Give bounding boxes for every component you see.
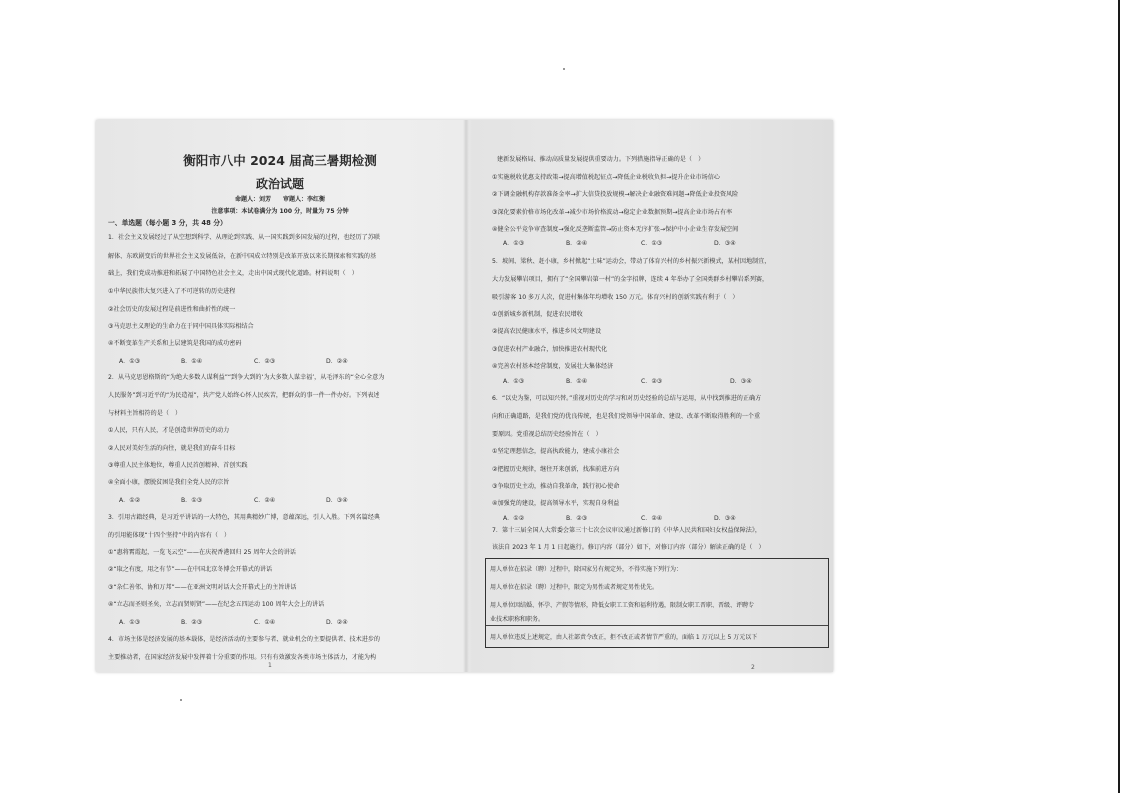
question-3-line: 的引用能体现“十四个坚持”中的内容有（ ） bbox=[108, 532, 231, 539]
scan-speck bbox=[180, 699, 182, 701]
table-row: 用人单位违反上述规定，由人社部责令改正，拒不改正或者情节严重的，面临 1 万元以上 5 万元以下 bbox=[490, 634, 758, 641]
option-d: D．③④ bbox=[714, 240, 736, 247]
question-4-line: 4．市场主体是经济发展的基本载体，是经济活动的主要参与者、就业机会的主要提供者、技术进步的 bbox=[108, 636, 381, 643]
exam-authors: 命题人：刘芳 审题人：李红衡 bbox=[234, 196, 325, 203]
question-7-line: 7．第十三届全国人大常委会第三十七次会议审议通过新修订的《中华人民共和国妇女权益保障法》， bbox=[492, 527, 761, 534]
table-row: 用人单位在招录（聘）过程中，除国家另有规定外，不得实施下列行为： bbox=[490, 566, 683, 573]
question-2-line: 人民服务”到习近平的“为民造福”，共产党人始终心怀人民疾苦，把群众的事一件一件办好。下列表述 bbox=[108, 392, 380, 399]
option-a: A．①③ bbox=[119, 358, 141, 365]
question-7-line: 该法自 2023 年 1 月 1 日起施行。修订内容（部分）如下，对修订内容（部分）解读正确的是（ ） bbox=[492, 544, 765, 551]
question-5-item: ③促进农村产业融合，加快推进农村现代化 bbox=[492, 346, 608, 353]
question-1-line: 1．社会主义发展经过了从空想到科学、从理论到实践、从一国实践到多国发展的过程，也经历了苏联 bbox=[108, 234, 381, 241]
question-1-item: ④不断变革生产关系和上层建筑是我国的成功密码 bbox=[108, 340, 242, 347]
question-6-item: ③争取历史主动，推动自我革命，践行初心使命 bbox=[492, 483, 620, 490]
table-row: 用人单位在招录（聘）过程中，限定为男性或者规定男性优先。 bbox=[490, 584, 659, 591]
option-a: A．①③ bbox=[503, 378, 525, 385]
question-4-continued: 建新发展格局、推动高质量发展提供重要动力。下列措施指导正确的是（ ） bbox=[497, 156, 705, 163]
option-c: C．②④ bbox=[254, 497, 276, 504]
question-4-item: ③深化要素价格市场化改革→减少市场价格波动→稳定企业数据预期→提高企业市场占有率 bbox=[492, 209, 733, 216]
option-b: B．①④ bbox=[181, 358, 203, 365]
page-edge-line bbox=[1118, 0, 1120, 793]
exam-title: 衡阳市八中 2024 届高三暑期检测 bbox=[183, 153, 377, 168]
option-d: D．②④ bbox=[326, 358, 348, 365]
option-c: C．②④ bbox=[641, 515, 663, 522]
left-page bbox=[96, 120, 464, 672]
option-c: C．②③ bbox=[641, 378, 663, 385]
right-page bbox=[468, 120, 833, 672]
option-b: B．①④ bbox=[566, 378, 588, 385]
exam-subject: 政治试题 bbox=[255, 177, 304, 191]
option-b: B．①③ bbox=[181, 497, 203, 504]
table-row: 用人单位因结婚、怀孕、产假等情形，降低女职工工资和福利待遇，限制女职工晋职、晋级、评聘专 bbox=[490, 602, 755, 609]
table-divider bbox=[486, 625, 828, 626]
question-5-item: ②提高农民健康水平，推进乡风文明建设 bbox=[492, 328, 602, 335]
option-d: D．③④ bbox=[730, 378, 752, 385]
page-number: 2 bbox=[751, 664, 755, 671]
scan-speck bbox=[563, 68, 565, 70]
question-5-line: 大力发展攀岩项目，拥有了“全国攀岩第一村”的金字招牌，连续 4 年举办了全国类群乡村攀岩系列赛， bbox=[492, 276, 769, 283]
option-b: B．②③ bbox=[181, 619, 203, 626]
option-b: B．②③ bbox=[566, 515, 588, 522]
question-2-item: ④全面小康，摆脱贫困是我们全党人民的宗旨 bbox=[108, 479, 230, 486]
revision-table bbox=[485, 558, 829, 648]
question-5-line: 吸引游客 10 多万人次，促进村集体年均增收 150 万元。体育兴村的创新实践有利于（ ） bbox=[492, 294, 739, 301]
question-2-item: ②人民对美好生活的向往，就是我们的奋斗目标 bbox=[108, 445, 236, 452]
question-3-item: ④“立志而圣则圣矣，立志而贤则贤”——在纪念五四运动 100 周年大会上的讲话 bbox=[108, 601, 325, 608]
question-5-line: 5．坡间、梁秋、赶小康，乡村掀起“土味”运动会，带动了体育兴村的乡村振兴新模式，某村因地制宜， bbox=[492, 258, 771, 265]
question-1-line: 解体、东欧剧变后的世界社会主义发展低谷，在新中国成立特别是改革开放以来长期探索和实践的基 bbox=[108, 253, 377, 260]
question-6-line: 向和正确道路，是我们党的优良传统，也是我们党领导中国革命、建设、改革不断取得胜利的一个重 bbox=[492, 413, 761, 420]
question-3-item: ③“杂仁善邻、协和万邦”——在亚洲文明对话大会开幕式上的主旨讲话 bbox=[108, 584, 297, 591]
option-d: D．②④ bbox=[326, 619, 348, 626]
question-1-item: ①中华民族伟大复兴进入了不可逆转的历史进程 bbox=[108, 288, 236, 295]
option-a: A．①② bbox=[119, 497, 141, 504]
question-5-item: ①创新城乡新机制，促进农民增收 bbox=[492, 311, 583, 318]
option-c: C．①③ bbox=[641, 240, 663, 247]
question-3-item: ①“惠将霄霞起，一览飞云空”——在庆祝香港回归 25 周年大会的讲话 bbox=[108, 549, 296, 556]
option-b: B．②④ bbox=[566, 240, 588, 247]
section-heading: 一、单选题（每小题 3 分，共 48 分） bbox=[108, 219, 227, 227]
option-a: A．①② bbox=[503, 515, 525, 522]
question-3-line: 3．引用古籍经典，是习近平讲话的一大特色，其用典精妙广博，意蕴深远，引人入胜。下列名篇经典 bbox=[108, 514, 381, 521]
scanned-exam-sheet bbox=[96, 120, 833, 672]
question-2-item: ①人民，只有人民，才是创造世界历史的动力 bbox=[108, 427, 230, 434]
option-c: C．②③ bbox=[254, 358, 276, 365]
option-c: C．①④ bbox=[254, 619, 276, 626]
question-1-line: 础上，我们党成功推进和拓展了中国特色社会主义，走出中国式现代化道路。材料说明（ ） bbox=[108, 270, 358, 277]
question-6-item: ④加强党的建设，提高领导水平，实现自身利益 bbox=[492, 500, 620, 507]
exam-notice: 注意事项：本试卷满分为 100 分，时量为 75 分钟 bbox=[211, 208, 349, 215]
question-2-line: 2．从马克思恩格斯的“为绝大多数人谋利益”“到争大到的‘为大多数人谋幸福’，从毛泽东的“全心全意为 bbox=[108, 374, 385, 381]
question-5-item: ④完善农村基本经营制度，发展壮大集体经济 bbox=[492, 363, 614, 370]
question-6-item: ①坚定理想信念，提高执政能力，建成小康社会 bbox=[492, 448, 620, 455]
question-4-item: ①实施税收优惠支持政策→提高增值税起征点→降低企业税收负担→提升企业市场信心 bbox=[492, 174, 720, 181]
option-d: D．③④ bbox=[714, 515, 736, 522]
question-6-line: 要原因。党重视总结历史经验旨在（ ） bbox=[492, 431, 602, 438]
option-a: A．①③ bbox=[119, 619, 141, 626]
question-4-line: 主要推动者，在国家经济发展中发挥着十分重要的作用。只有有效激发各类市场主体活力，才能为构 bbox=[108, 654, 377, 661]
question-1-item: ③马克思主义理论的生命力在于同中国具体实际相结合 bbox=[108, 323, 254, 330]
option-d: D．③④ bbox=[326, 497, 348, 504]
question-4-item: ②下调金融机构存款准备金率→扩大信贷投放规模→解决企业融资难问题→降低企业投资风险 bbox=[492, 191, 739, 198]
question-4-item: ④健全公平竞争审查制度→强化反垄断监管→防止资本无序扩张→保护中小企业生存发展空间 bbox=[492, 226, 739, 233]
question-6-line: 6．“以史为鉴，可以知兴替。”重视对历史的学习和对历史经验的总结与运用，从中找到推进的正确方 bbox=[492, 395, 762, 402]
question-1-item: ②社会历史的发展过程是前进性和曲折性的统一 bbox=[108, 306, 236, 313]
question-3-item: ②“取之有度，用之有节”——在中国北京冬博会开幕式的讲话 bbox=[108, 566, 273, 573]
option-a: A．①③ bbox=[503, 240, 525, 247]
question-2-item: ③尊重人民主体地位，尊重人民首创精神、首创实践 bbox=[108, 462, 248, 469]
table-row: 业技术职称和职务。 bbox=[490, 616, 545, 623]
question-6-item: ②把握历史规律，继往开来创新，找准前进方向 bbox=[492, 466, 620, 473]
page-number: 1 bbox=[268, 662, 272, 669]
question-2-line: 与材料主旨相符的是（ ） bbox=[108, 410, 182, 417]
